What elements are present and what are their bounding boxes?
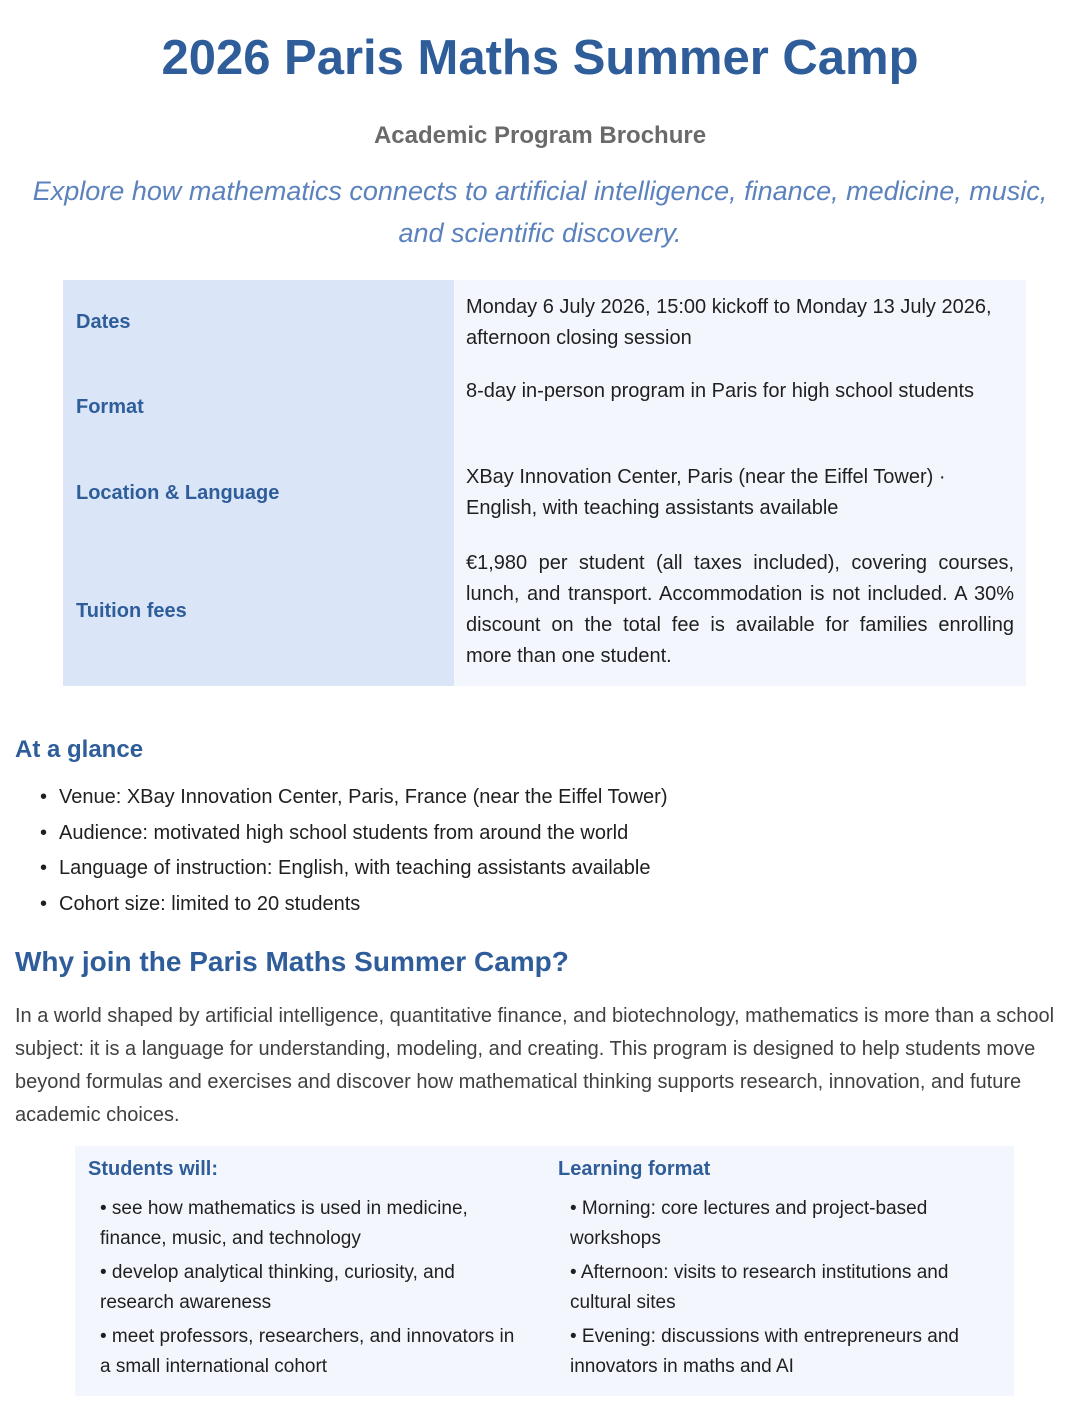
bullet-icon: • [40, 786, 48, 808]
list-item [40, 780, 668, 816]
list-item: • Evening: discussions with entrepreneurs and innovators in maths and AI [570, 1326, 959, 1377]
why-paragraph: In a world shaped by artificial intelligence, quantitative finance, and biotechnology, mathematics is more than a school subject: it is a language for understanding, modeling, and creating. This program is designed to help students move beyond formulas and exercises and discover how mathematical thinking supports research, innovation, and future academic choices. [15, 1005, 1055, 1126]
list-item-text: Language of instruction: English, with teaching assistants available [59, 857, 651, 879]
list-item-text: Cohort size: limited to 20 students [59, 892, 361, 915]
info-value-format: 8-day in-person program in Paris for high school students [454, 364, 1026, 450]
info-value-location: XBay Innovation Center, Paris (near the Eiffel Tower) · English, with teaching assistants available [454, 450, 1026, 536]
list-item-text: Audience: motivated high school students from around the world [59, 821, 629, 844]
info-value-tuition: €1,980 per student (all taxes included), covering courses, lunch, and transport. Accommodation is not included. A 30% discount on the total fee is available for families enrolling more than one student. [454, 536, 1026, 686]
list-item-text: Venue: XBay Innovation Center, Paris, France (near the Eiffel Tower) [59, 786, 668, 808]
info-label-dates: Dates [63, 280, 454, 364]
glance-list [40, 780, 668, 922]
program-info-table [63, 280, 1026, 686]
why-heading: Why join the Paris Maths Summer Camp? [15, 946, 569, 977]
info-label-format: Format [63, 364, 454, 450]
learning-format-title: Learning format [558, 1158, 711, 1180]
learning-format-list [570, 1194, 1010, 1386]
highlights-panel [75, 1146, 1014, 1396]
list-item: • see how mathematics is used in medicine, finance, music, and technology [100, 1198, 468, 1249]
list-item: • Morning: core lectures and project-based workshops [570, 1198, 928, 1249]
list-item: • develop analytical thinking, curiosity, and research awareness [100, 1262, 455, 1313]
page-title: 2026 Paris Maths Summer Camp [161, 31, 919, 85]
info-label-location: Location & Language [63, 450, 454, 536]
list-item: • meet professors, researchers, and innovators in a small international cohort [100, 1326, 515, 1377]
info-label-tuition: Tuition fees [63, 536, 454, 686]
list-item [40, 816, 668, 852]
bullet-icon: • [40, 892, 48, 915]
tagline: Explore how mathematics connects to artificial intelligence, finance, medicine, music, and scientific discovery. [32, 176, 1048, 248]
students-list [100, 1194, 520, 1386]
page-subtitle: Academic Program Brochure [373, 122, 707, 149]
info-value-dates: Monday 6 July 2026, 15:00 kickoff to Monday 13 July 2026, afternoon closing session [454, 280, 1026, 364]
list-item [40, 851, 668, 887]
list-item [40, 887, 668, 923]
students-title: Students will: [88, 1158, 218, 1180]
bullet-icon: • [40, 821, 48, 844]
list-item: • Afternoon: visits to research institutions and cultural sites [570, 1262, 949, 1313]
bullet-icon: • [40, 857, 48, 879]
glance-heading: At a glance [15, 736, 144, 763]
